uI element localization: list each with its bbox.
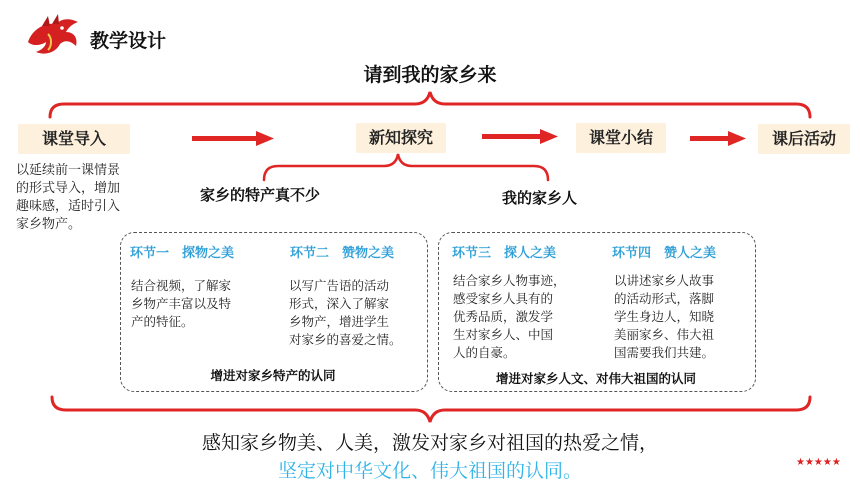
arrow-1 xyxy=(192,131,274,146)
topic-local-people: 我的家乡人 xyxy=(502,189,578,207)
card-line: 结合视频，了解家 xyxy=(131,278,232,293)
intro-line: 趣味感，适时引入 xyxy=(16,199,121,214)
local-people-caption: 增进对家乡人文、对伟大祖国的认同 xyxy=(495,371,696,386)
card-line: 人的自豪。 xyxy=(453,345,516,360)
card-title-step-4: 环节四 赞人之美 xyxy=(612,246,717,261)
top-brace xyxy=(50,92,810,117)
card-line: 学生身边人，知晓 xyxy=(614,309,715,324)
card-body-step-1 xyxy=(131,277,281,331)
intro-line: 的形式导入，增加 xyxy=(16,181,121,196)
topic-local-products: 家乡的特产真不少 xyxy=(200,186,321,204)
card-title-step-1: 环节一 探物之美 xyxy=(130,246,235,261)
card-line: 国需要我们共建。 xyxy=(614,345,715,360)
card-line: 感受家乡人具有的 xyxy=(453,291,554,306)
card-line: 乡物产丰富以及特 xyxy=(131,296,232,311)
bottom-brace xyxy=(52,397,810,422)
summary-line-1: 感知家乡物美、人美，激发对家乡对祖国的热爱之情， xyxy=(201,432,658,454)
intro-line: 以延续前一课情景 xyxy=(16,163,121,178)
card-line: 形式，深入了解家 xyxy=(289,296,390,311)
card-line: 优秀品质，激发学 xyxy=(453,309,554,324)
card-line: 以写广告语的活动 xyxy=(289,278,390,293)
card-line: 结合家乡人物事迹， xyxy=(453,273,566,288)
card-line: 乡物产，增进学生 xyxy=(289,314,390,329)
main-title: 请到我的家乡来 xyxy=(363,64,497,86)
card-body-step-3 xyxy=(453,272,593,362)
card-body-step-4 xyxy=(614,272,754,362)
branch-brace xyxy=(264,154,548,180)
step-introduction: 课堂导入 xyxy=(18,124,130,154)
card-line: 以讲述家乡人故事 xyxy=(614,273,715,288)
intro-line: 家乡物产。 xyxy=(16,217,82,232)
arrow-2 xyxy=(482,129,558,144)
card-line: 生对家乡人、中国 xyxy=(453,327,554,342)
intro-description xyxy=(16,162,151,234)
header-title: 教学设计 xyxy=(90,30,167,52)
card-line: 的活动形式，落脚 xyxy=(614,291,715,306)
card-line: 对家乡的喜爱之情。 xyxy=(289,332,402,347)
step-after-class: 课后活动 xyxy=(758,124,850,154)
card-title-step-3: 环节三 探人之美 xyxy=(452,246,557,261)
decorative-stars-icon: ★★★★★ xyxy=(796,457,841,468)
card-title-step-2: 环节二 赞物之美 xyxy=(290,246,395,261)
card-line: 产的特征。 xyxy=(131,314,194,329)
card-line: 美丽家乡、伟大祖 xyxy=(614,327,715,342)
summary-line-2: 坚定对中华文化、伟大祖国的认同。 xyxy=(277,460,582,482)
arrow-3 xyxy=(690,131,746,146)
step-exploration: 新知探究 xyxy=(356,123,446,153)
card-body-step-2 xyxy=(289,277,424,349)
step-summary: 课堂小结 xyxy=(576,123,666,153)
local-products-caption: 增进对家乡特产的认同 xyxy=(210,368,336,383)
